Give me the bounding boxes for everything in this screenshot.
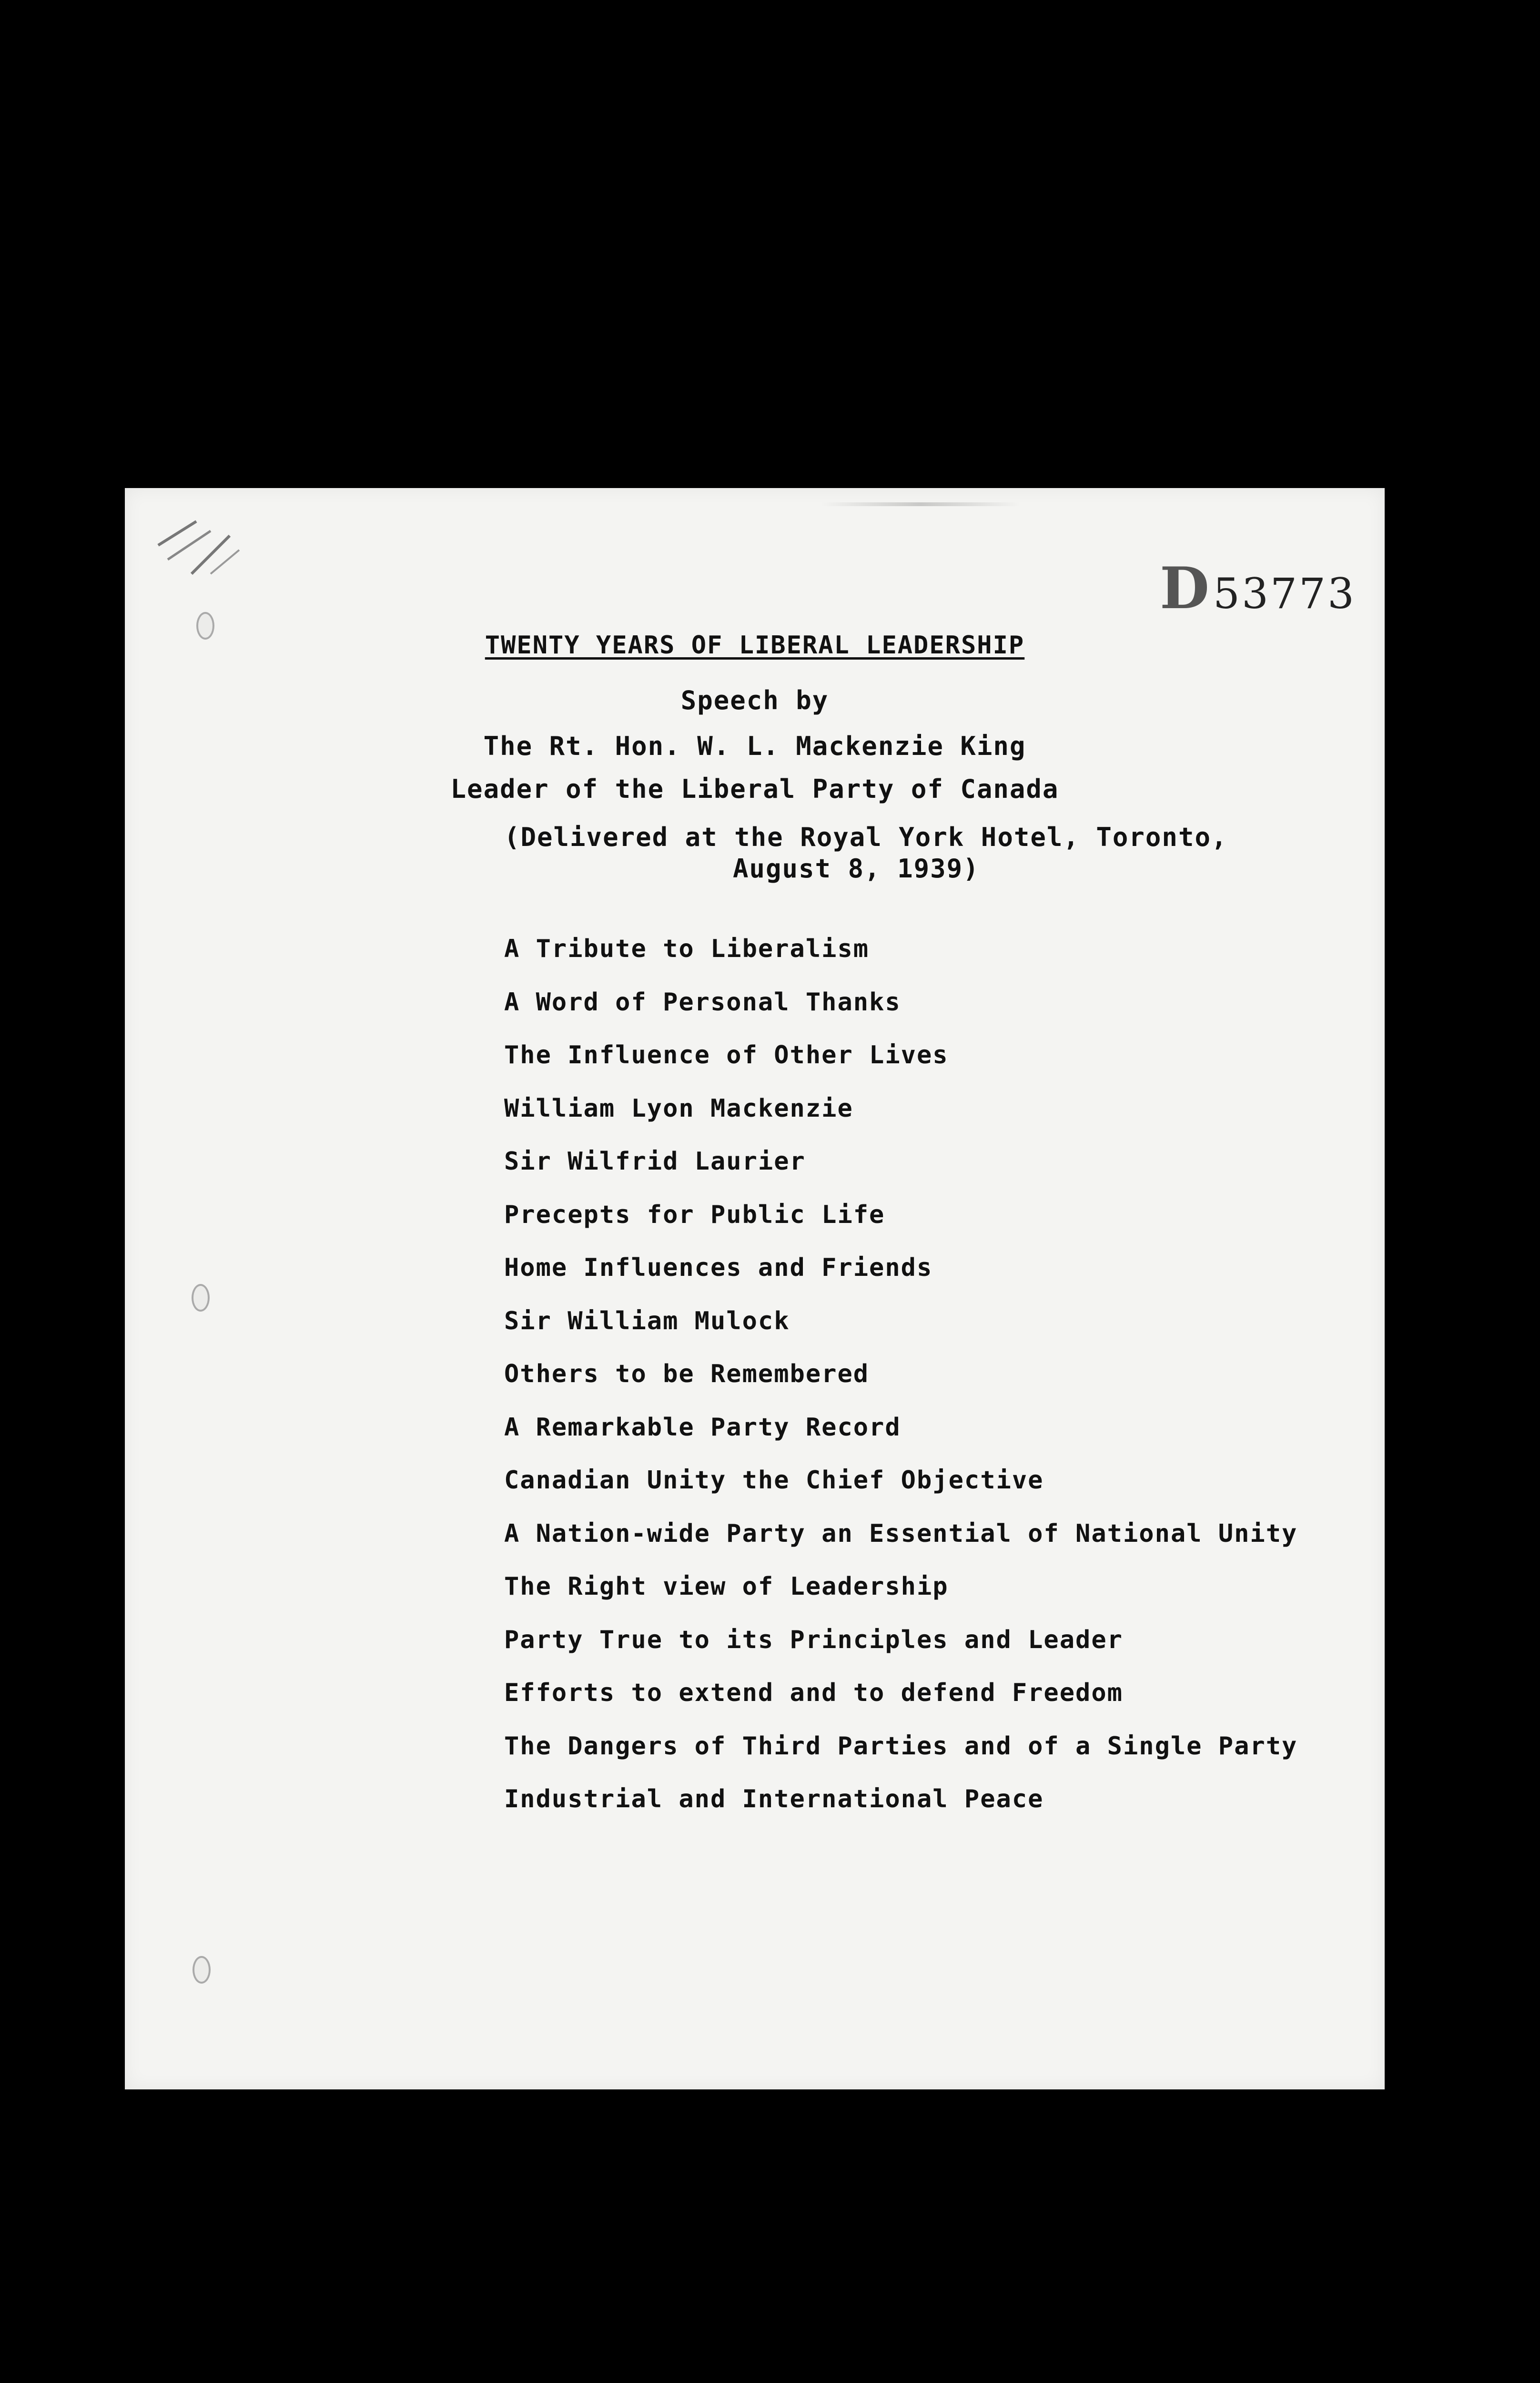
contents-item: Home Influences and Friends: [504, 1253, 933, 1282]
punch-hole-icon: [192, 1956, 211, 1984]
contents-list: [504, 934, 1297, 1837]
pencil-mark-icon: [139, 502, 249, 598]
contents-item: Efforts to extend and to defend Freedom: [504, 1679, 1123, 1707]
contents-item: The Right view of Leadership: [504, 1572, 949, 1601]
contents-item: Industrial and International Peace: [504, 1785, 1044, 1813]
delivery-date: August 8, 1939): [733, 854, 980, 884]
contents-item: The Influence of Other Lives: [504, 1041, 949, 1069]
document-number-value: 53773: [1213, 569, 1356, 618]
punch-hole-icon: [192, 1284, 210, 1312]
speaker-role: Leader of the Liberal Party of Canada: [450, 774, 1059, 804]
document-title: TWENTY YEARS OF LIBERAL LEADERSHIP: [485, 631, 1025, 660]
contents-item: Others to be Remembered: [504, 1360, 870, 1388]
contents-item: Sir Wilfrid Laurier: [504, 1147, 806, 1176]
contents-item: William Lyon Mackenzie: [504, 1094, 853, 1123]
contents-item: Sir William Mulock: [504, 1306, 790, 1335]
contents-item: A Tribute to Liberalism: [504, 935, 870, 963]
contents-item: A Word of Personal Thanks: [504, 988, 901, 1017]
delivery-note: [504, 822, 1227, 885]
contents-item: A Nation-wide Party an Essential of National Unity: [504, 1519, 1298, 1548]
contents-item: Precepts for Public Life: [504, 1200, 885, 1229]
document-subtitle: Speech by: [680, 685, 829, 715]
document-number: [1160, 555, 1356, 622]
document-page: [125, 488, 1385, 2089]
contents-item: Canadian Unity the Chief Objective: [504, 1466, 1044, 1495]
speaker-name: The Rt. Hon. W. L. Mackenzie King: [483, 731, 1026, 761]
document-number-prefix: D: [1159, 555, 1210, 622]
delivery-location: (Delivered at the Royal York Hotel, Toronto,: [504, 822, 1228, 852]
contents-item: Party True to its Principles and Leader: [504, 1625, 1123, 1654]
contents-item: The Dangers of Third Parties and of a Single Party: [504, 1731, 1298, 1761]
contents-item: A Remarkable Party Record: [504, 1413, 901, 1442]
page-edge-shadow: [821, 502, 1021, 506]
